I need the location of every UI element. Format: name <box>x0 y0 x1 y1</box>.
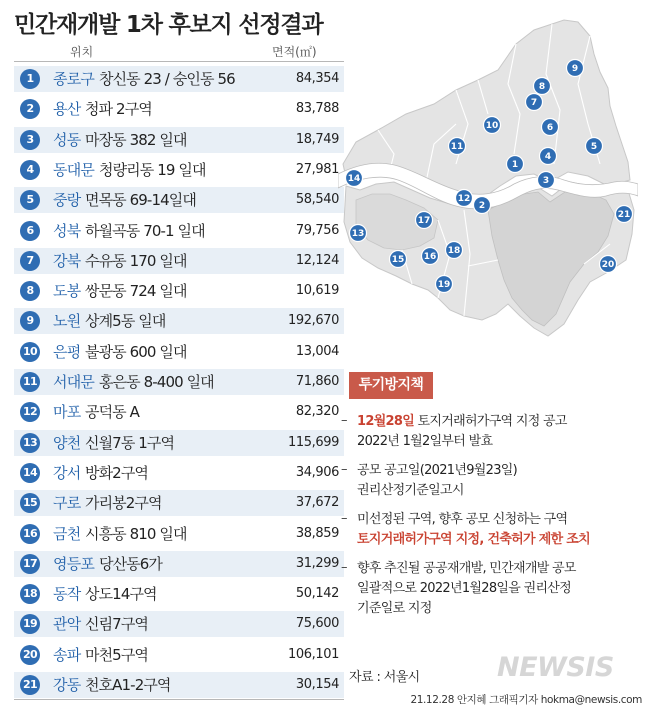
row-number-badge: 1 <box>20 69 40 89</box>
policy-line <box>357 482 464 499</box>
location-text: 시흥동 810 일대 <box>85 524 187 543</box>
area-value: 82,320 <box>295 404 339 420</box>
area-value: 50,142 <box>295 586 339 602</box>
table-row <box>14 551 344 577</box>
row-number-badge: 20 <box>20 645 40 665</box>
map-marker-13 <box>350 225 367 242</box>
map-marker-9 <box>567 60 584 77</box>
location-text: 당산동6가 <box>99 554 163 573</box>
table-row <box>14 66 344 92</box>
source-note: 자료 : 서울시 <box>349 670 420 685</box>
row-number-badge: 16 <box>20 524 40 544</box>
map-marker-label: 12 <box>457 194 471 205</box>
map-marker-label: 14 <box>347 174 361 185</box>
table-row <box>14 430 344 456</box>
policy-line <box>357 413 567 430</box>
row-number-badge: 18 <box>20 584 40 604</box>
district-name: 종로구 <box>53 70 95 88</box>
map-marker-10 <box>484 117 501 134</box>
location-text: 마장동 382 일대 <box>85 130 187 149</box>
map-marker-label: 11 <box>450 142 464 153</box>
map-marker-5 <box>586 138 603 155</box>
row-number-badge: 11 <box>20 372 40 392</box>
map-marker-label: 4 <box>544 152 552 163</box>
location-text: 가리봉2구역 <box>85 494 162 513</box>
location-text: 신월7동 1구역 <box>85 433 175 452</box>
area-value: 84,354 <box>295 71 339 86</box>
seoul-map <box>338 14 638 344</box>
location-text: 청파 2구역 <box>85 100 152 119</box>
table-row <box>14 490 344 516</box>
policy-bullet: – <box>341 511 348 526</box>
policy-bullet: – <box>341 462 348 477</box>
area-value: 75,600 <box>295 616 339 632</box>
map-marker-8 <box>534 78 551 95</box>
district-name: 성북 <box>53 221 81 240</box>
row-number-badge: 21 <box>20 675 40 695</box>
map-marker-label: 8 <box>538 82 546 93</box>
policy-highlight: 토지거래허가구역 지정, 건축허가 제한 조치 <box>357 532 590 547</box>
area-value: 83,788 <box>295 101 339 117</box>
map-marker-19 <box>436 276 453 293</box>
row-number-badge: 15 <box>20 493 40 513</box>
policy-title: 투기방지책 <box>349 372 433 399</box>
district-name: 은평 <box>53 342 81 361</box>
area-value: 71,860 <box>295 374 339 389</box>
map-marker-1 <box>507 156 524 173</box>
policy-line <box>357 560 576 577</box>
area-value: 58,540 <box>295 192 339 208</box>
map-marker-6 <box>542 119 559 136</box>
district-name: 노원 <box>53 312 81 331</box>
location-text: 불광동 600 일대 <box>85 342 187 361</box>
area-value: 31,299 <box>295 555 339 571</box>
map-marker-label: 3 <box>542 176 550 187</box>
area-value: 79,756 <box>295 222 339 238</box>
area-value: 30,154 <box>295 677 339 692</box>
table-row <box>14 672 344 698</box>
district-name: 도봉 <box>53 282 81 301</box>
map-marker-label: 10 <box>485 121 499 132</box>
map-marker-4 <box>540 148 557 165</box>
area-value: 18,749 <box>295 131 339 147</box>
district-name: 관악 <box>53 615 81 634</box>
district-name: 송파 <box>53 645 81 664</box>
district-name: 용산 <box>53 100 81 119</box>
district-name: 마포 <box>53 403 81 422</box>
table-row <box>14 308 344 334</box>
row-number-badge: 8 <box>20 281 40 301</box>
map-marker-18 <box>446 242 463 259</box>
area-value: 38,859 <box>295 525 339 541</box>
map-marker-16 <box>422 248 439 265</box>
location-text: 방화2구역 <box>85 463 149 482</box>
map-marker-2 <box>474 197 491 214</box>
area-value: 13,004 <box>295 343 339 359</box>
location-text: 홍은동 8-400 일대 <box>99 373 214 391</box>
map-marker-17 <box>416 212 433 229</box>
policy-text: 토지거래허가구역 지정 공고 <box>414 414 567 429</box>
table-row <box>14 187 344 213</box>
area-value: 115,699 <box>288 434 339 450</box>
location-text: 면목동 69-14일대 <box>85 191 196 210</box>
location-text: 상계5동 일대 <box>85 312 166 331</box>
table-row <box>14 399 344 425</box>
map-marker-label: 21 <box>617 210 631 221</box>
location-text: 수유동 170 일대 <box>85 251 187 270</box>
policy-line <box>357 531 590 548</box>
policy-line <box>357 462 517 479</box>
policy-text: 미선정된 구역, 향후 공모 신청하는 구역 <box>357 512 568 527</box>
map-marker-label: 20 <box>601 260 615 271</box>
location-text: 하월곡동 70-1 일대 <box>85 221 205 240</box>
policy-line <box>357 511 567 528</box>
row-number-badge: 10 <box>20 342 40 362</box>
table-row <box>14 218 344 244</box>
location-text: 쌍문동 724 일대 <box>85 282 187 301</box>
map-marker-15 <box>390 251 407 268</box>
table-row <box>14 581 344 607</box>
area-value: 34,906 <box>295 464 339 480</box>
column-header-location: 위치 <box>70 45 94 59</box>
column-header-area: 면적(㎡) <box>272 45 317 59</box>
table-row <box>14 642 344 668</box>
table-row <box>14 521 344 547</box>
row-number-badge: 17 <box>20 554 40 574</box>
location-text: 공덕동 A <box>85 403 139 422</box>
row-number-badge: 13 <box>20 433 40 453</box>
district-name: 강서 <box>53 463 81 482</box>
table-bottom-rule <box>14 699 344 700</box>
map-marker-label: 2 <box>478 201 486 212</box>
district-name: 동대문 <box>53 160 95 179</box>
policy-text: 기준일로 지정 <box>357 601 432 616</box>
district-name: 동작 <box>53 585 81 604</box>
map-marker-label: 6 <box>546 123 554 134</box>
location-text: 천호A1-2구역 <box>85 676 171 694</box>
district-name: 서대문 <box>53 373 95 391</box>
policy-bullet: – <box>341 560 348 575</box>
row-number-badge: 19 <box>20 614 40 634</box>
policy-line <box>357 600 432 617</box>
row-number-badge: 5 <box>20 190 40 210</box>
district-name: 구로 <box>53 494 81 513</box>
policy-text: 일괄적으로 2022년1월28일을 권리산정 <box>357 581 572 596</box>
policy-line <box>357 433 492 450</box>
map-marker-21 <box>616 206 633 223</box>
map-marker-14 <box>346 170 363 187</box>
row-number-badge: 7 <box>20 251 40 271</box>
row-number-badge: 14 <box>20 463 40 483</box>
area-value: 10,619 <box>295 283 339 299</box>
row-number-badge: 12 <box>20 402 40 422</box>
table-row <box>14 278 344 304</box>
location-text: 창신동 23 / 숭인동 56 <box>99 70 235 88</box>
map-marker-label: 7 <box>530 98 538 109</box>
map-marker-12 <box>456 190 473 207</box>
map-marker-label: 9 <box>571 64 579 75</box>
header-rule <box>14 61 344 62</box>
table-row <box>14 248 344 274</box>
district-name: 강북 <box>53 251 81 270</box>
row-number-badge: 9 <box>20 311 40 331</box>
credit-line: 21.12.28 안지혜 그래픽기자 hokma@newsis.com <box>410 694 642 706</box>
map-marker-3 <box>538 172 555 189</box>
area-value: 12,124 <box>295 252 339 268</box>
area-value: 27,981 <box>295 161 339 177</box>
policy-text: 향후 추진될 공공재개발, 민간재개발 공모 <box>357 561 576 576</box>
map-marker-label: 15 <box>391 255 405 266</box>
area-value: 37,672 <box>295 495 339 511</box>
policy-text: 권리산정기준일고시 <box>357 483 464 498</box>
table-row <box>14 157 344 183</box>
district-name: 금천 <box>53 524 81 543</box>
newsis-logo: NEWSIS <box>497 652 614 683</box>
location-text: 마천5구역 <box>85 645 149 664</box>
row-number-badge: 2 <box>20 99 40 119</box>
table-row <box>14 96 344 122</box>
table-row <box>14 339 344 365</box>
map-marker-7 <box>526 94 543 111</box>
map-marker-20 <box>600 256 617 273</box>
map-marker-label: 18 <box>447 246 461 257</box>
map-marker-label: 19 <box>437 280 451 291</box>
district-name: 영등포 <box>53 554 95 573</box>
policy-text: 2022년 1월2일부터 발효 <box>357 434 493 449</box>
district-name: 중랑 <box>53 191 81 210</box>
table-row <box>14 611 344 637</box>
map-marker-label: 1 <box>511 160 519 171</box>
chart-title: 민간재개발 1차 후보지 선정결과 <box>14 12 323 38</box>
district-name: 양천 <box>53 433 81 452</box>
row-number-badge: 3 <box>20 130 40 150</box>
map-marker-label: 13 <box>351 229 365 240</box>
table-row <box>14 127 344 153</box>
area-value: 106,101 <box>288 646 339 662</box>
policy-highlight: 12월28일 <box>357 414 415 429</box>
map-marker-11 <box>449 138 466 155</box>
map-marker-label: 5 <box>590 142 598 153</box>
policy-line <box>357 580 571 597</box>
policy-text: 공모 공고일(2021년9월23일) <box>357 463 518 478</box>
location-text: 신림7구역 <box>85 615 149 634</box>
policy-bullet: – <box>341 413 348 428</box>
map-marker-label: 17 <box>417 216 431 227</box>
map-marker-label: 16 <box>423 252 437 263</box>
table-row <box>14 369 344 395</box>
area-value: 192,670 <box>288 313 339 329</box>
row-number-badge: 4 <box>20 160 40 180</box>
table-row <box>14 460 344 486</box>
location-text: 상도14구역 <box>85 585 157 604</box>
location-text: 청량리동 19 일대 <box>99 160 206 179</box>
district-name: 성동 <box>53 130 81 149</box>
row-number-badge: 6 <box>20 221 40 241</box>
district-name: 강동 <box>53 676 81 694</box>
